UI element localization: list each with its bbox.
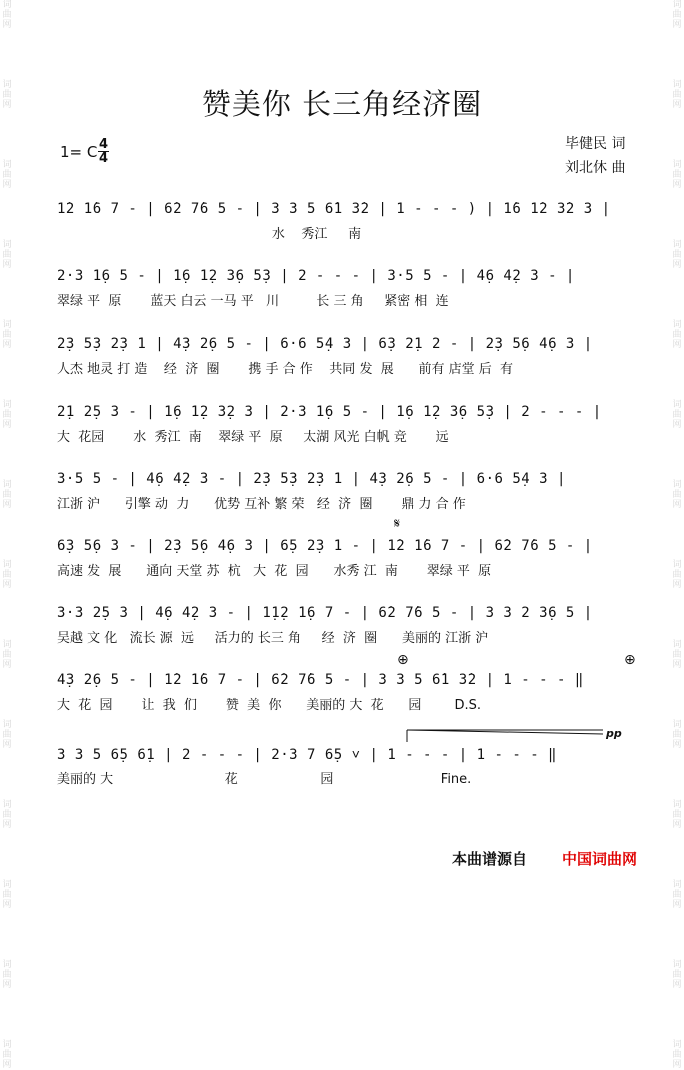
watermark-text: 词 曲 网 — [672, 960, 682, 990]
watermark-text: 词 曲 网 — [2, 320, 12, 350]
watermark-text: 词 曲 网 — [672, 800, 682, 830]
lyric-row-9: 美丽的 大 花 园 Fine. — [57, 772, 472, 787]
watermark-text: 词 曲 网 — [672, 560, 682, 590]
footer-source-label: 本曲谱源自 — [452, 850, 528, 868]
footer-site-name: 中国词曲网 — [562, 850, 638, 868]
music-row-1: 1̇2 1̇6 7 - | 6̇2 7̇6 5 - | 3 3 5 6̇1 3̇2 | 1 - - - ) | 1̇6 1̇2 3̇2 3 | — [57, 201, 611, 217]
watermark-text: 词 曲 网 — [672, 320, 682, 350]
lyric-row-6: 高速 发 展 通向 天堂 苏 杭 大 花 园 水秀 江 南 翠绿 平 原 — [57, 564, 492, 579]
watermark-text: 词 曲 网 — [2, 0, 12, 30]
dynamic-pp: pp — [606, 727, 622, 740]
lyric-row-5: 江浙 沪 引擎 动 力 优势 互补 繁 荣 经 济 圈 鼎 力 合 作 — [57, 497, 466, 512]
time-signature-bottom: 4 — [98, 151, 109, 166]
watermark-text: 词 曲 网 — [672, 0, 682, 30]
music-row-4: 2̣1 2̣5 3 - | 1̣6 1̣2 3̣2 3 | 2·3 1̣6 5 - | 1̣6 1̣2 3̣6 5̣3 | 2 - - - | — [57, 404, 602, 420]
watermark-text: 词 曲 网 — [2, 960, 12, 990]
watermark-text: 词 曲 网 — [672, 80, 682, 110]
lyric-row-7: 吴越 文 化 流长 源 远 活力的 长三 角 经 济 圈 美丽的 江浙 沪 — [57, 631, 489, 646]
lyric-row-8: 大 花 园 让 我 们 赞 美 你 美丽的 大 花 园 D.S. — [57, 698, 482, 713]
watermark-text: 词 曲 网 — [2, 800, 12, 830]
time-signature-top: 4 — [98, 137, 109, 152]
watermark-text: 词 曲 网 — [672, 240, 682, 270]
watermark-text: 词 曲 网 — [672, 480, 682, 510]
lyricist-credit: 毕健民 词 — [565, 136, 626, 152]
music-row-6: 6̣3 5̣6 3 - | 2̣3 5̣6 4̣6 3 | 6̣5 2̣3 1 - | 1̇2 1̇6 7 - | 6̇2 7̇6 5 - | — [57, 538, 593, 554]
watermark-text: 词 曲 网 — [2, 400, 12, 430]
watermark-text: 词 曲 网 — [2, 640, 12, 670]
coda-sign-2: ⊕ — [624, 652, 636, 668]
watermark-text: 词 曲 网 — [2, 160, 12, 190]
ending-bracket — [405, 728, 605, 744]
segno-sign: 𝄋 — [394, 516, 401, 532]
time-signature — [98, 138, 109, 165]
composer-credit: 刘北休 曲 — [565, 160, 626, 176]
music-row-5: 3·5 5 - | 4̣6 4̣2 3 - | 2̣3 5̣3 2̣3 1 | 4̣3 2̣6 5 - | 6·6 5̣4 3 | — [57, 471, 566, 487]
watermark-text: 词 曲 网 — [672, 1040, 682, 1070]
music-row-2: 2·3 1̣6 5 - | 1̣6 1̣2 3̣6 5̣3 | 2 - - - | 3·5 5 - | 4̣6 4̣2 3 - | — [57, 268, 575, 284]
watermark-text: 词 曲 网 — [2, 80, 12, 110]
watermark-strip-left — [0, 0, 14, 1070]
watermark-text: 词 曲 网 — [672, 400, 682, 430]
music-row-7: 3·3 2̣5 3 | 4̣6 4̣2 3 - | 1̣1̣2 1̣6 7 - | 6̇2 7̇6 5 - | 3 3 2 3̣6 5 | — [57, 605, 593, 621]
watermark-text: 词 曲 网 — [672, 880, 682, 910]
watermark-text: 词 曲 网 — [2, 560, 12, 590]
watermark-text: 词 曲 网 — [672, 160, 682, 190]
watermark-text: 词 曲 网 — [2, 480, 12, 510]
watermark-text: 词 曲 网 — [2, 1040, 12, 1070]
watermark-text: 词 曲 网 — [672, 720, 682, 750]
song-title: 赞美你 长三角经济圈 — [201, 87, 483, 121]
music-row-8: 4̣3 2̣6 5 - | 1̇2 1̇6 7 - | 6̇2 7̇6 5 - | 3 3 5 6̇1 3̇2 | 1 - - - ‖ — [57, 672, 584, 688]
coda-sign-1: ⊕ — [397, 652, 409, 668]
watermark-text: 词 曲 网 — [2, 880, 12, 910]
music-row-9: 3 3 5 6̣5 6̣1 | 2 - - - | 2·3 7 6̣5 ˅ | 1 - - - | 1 - - - ‖ — [57, 747, 557, 763]
lyric-row-2: 翠绿 平 原 蓝天 白云 一马 平 川 长 三 角 紧密 相 连 — [57, 294, 449, 309]
lyric-row-1: 水 秀江 南 — [57, 227, 362, 242]
key-signature: 1= C — [60, 143, 98, 161]
lyric-row-4: 大 花园 水 秀江 南 翠绿 平 原 太湖 风光 白帆 竞 远 — [57, 430, 449, 445]
watermark-text: 词 曲 网 — [2, 720, 12, 750]
watermark-text: 词 曲 网 — [672, 640, 682, 670]
watermark-strip-right — [670, 0, 684, 1070]
lyric-row-3: 人杰 地灵 打 造 经 济 圈 携 手 合 作 共同 发 展 前有 店堂 后 有 — [57, 362, 514, 377]
watermark-text: 词 曲 网 — [2, 240, 12, 270]
music-row-3: 2̣3 5̣3 2̣3 1 | 4̣3 2̣6 5 - | 6·6 5̣4 3 | 6̣3 2̣1 2 - | 2̣3 5̣6 4̣6 3 | — [57, 336, 593, 352]
